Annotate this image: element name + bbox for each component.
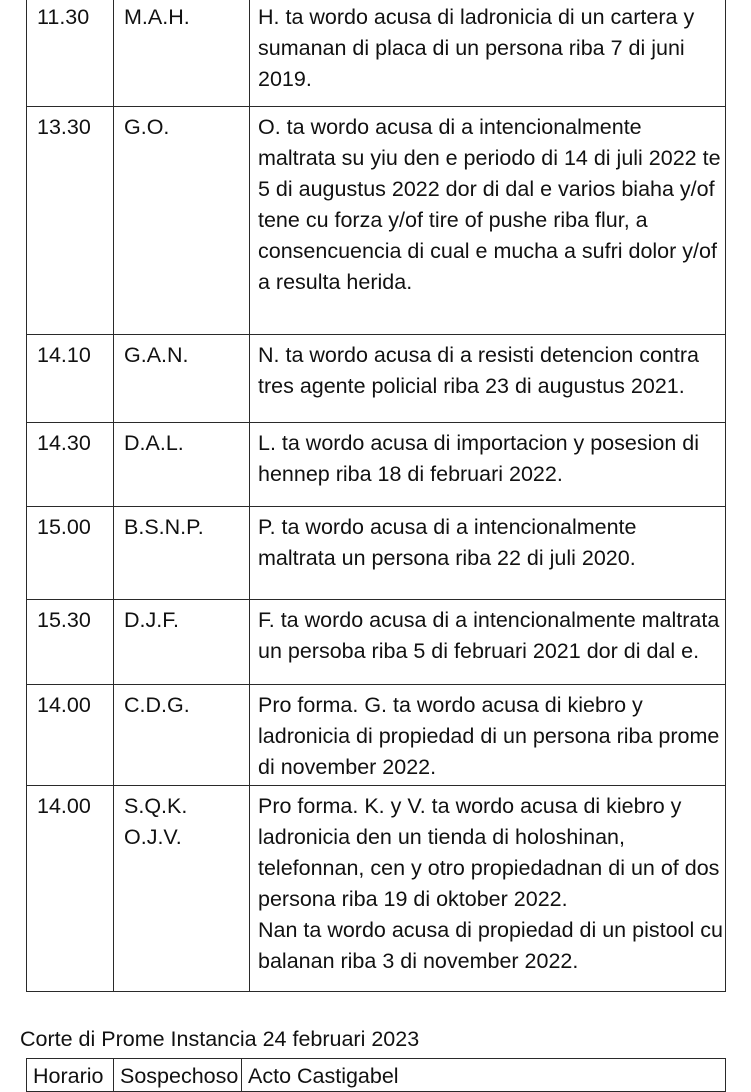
row-suspects: [114, 685, 250, 786]
schedule-row: [27, 600, 726, 685]
row-offense: [250, 335, 726, 423]
offense-line: balanan riba 3 di november 2022.: [258, 949, 579, 973]
row-offense: [250, 107, 726, 335]
row-offense: [250, 786, 726, 992]
row-suspects: [114, 107, 250, 335]
row-offense: [250, 600, 726, 685]
row-time: 15.00: [27, 507, 114, 600]
offense-line: Pro forma. G. ta wordo acusa di kiebro y: [258, 693, 643, 717]
offense-line: H. ta wordo acusa di ladronicia di un cartera y: [258, 5, 695, 29]
suspect-initials: S.Q.K.: [124, 794, 188, 818]
offense-line: ladronicia den un tienda di holoshinan,: [258, 825, 625, 849]
row-time: 14.00: [27, 685, 114, 786]
offense-line: di november 2022.: [258, 755, 437, 779]
header-row: [27, 1059, 726, 1092]
schedule-row: [27, 507, 726, 600]
row-offense: [250, 685, 726, 786]
suspect-initials: O.J.V.: [124, 825, 182, 849]
row-offense: [250, 0, 726, 107]
suspect-initials: B.S.N.P.: [124, 515, 204, 539]
row-time: 14.00: [27, 786, 114, 992]
offense-line: P. ta wordo acusa di a intencionalmente: [258, 515, 637, 539]
offense-line: F. ta wordo acusa di a intencionalmente maltrata: [258, 608, 720, 632]
row-suspects: [114, 600, 250, 685]
schedule-body: [27, 0, 726, 992]
row-suspects: [114, 0, 250, 107]
row-suspects: [114, 507, 250, 600]
row-suspects: [114, 335, 250, 423]
offense-line: persona riba 19 di oktober 2022.: [258, 887, 568, 911]
header-sospechoso: Sospechoso: [114, 1059, 242, 1092]
suspect-initials: C.D.G.: [124, 693, 190, 717]
row-offense: [250, 423, 726, 507]
offense-line: ladronicia di propiedad di un persona riba prome: [258, 724, 720, 748]
offense-line: telefonnan, cen y otro propiedadnan di un of dos: [258, 856, 720, 880]
row-suspects: [114, 786, 250, 992]
row-time: 14.30: [27, 423, 114, 507]
offense-line: maltrata un persona riba 22 di juli 2020.: [258, 546, 636, 570]
schedule-table: [26, 0, 726, 992]
next-schedule-header: [26, 1058, 726, 1092]
row-time: 15.30: [27, 600, 114, 685]
header-horario: Horario: [27, 1059, 114, 1092]
offense-line: 5 di augustus 2022 dor di dal e varios biaha y/of: [258, 177, 715, 201]
schedule-row: [27, 685, 726, 786]
row-suspects: [114, 423, 250, 507]
schedule-row: [27, 335, 726, 423]
schedule-row: [27, 786, 726, 992]
offense-line: Nan ta wordo acusa di propiedad di un pistool cu: [258, 918, 723, 942]
header-acto: Acto Castigabel: [242, 1059, 726, 1092]
court-session-caption: Corte di Prome Instancia 24 februari 2023: [20, 1027, 420, 1051]
offense-line: hennep riba 18 di februari 2022.: [258, 462, 563, 486]
offense-line: N. ta wordo acusa di a resisti detencion contra: [258, 343, 699, 367]
schedule-row: [27, 423, 726, 507]
suspect-initials: D.J.F.: [124, 608, 179, 632]
row-time: 14.10: [27, 335, 114, 423]
schedule-row: [27, 0, 726, 107]
offense-line: a resulta herida.: [258, 270, 413, 294]
offense-line: O. ta wordo acusa di a intencionalmente: [258, 115, 642, 139]
offense-line: tene cu forza y/of tire of pushe riba flur, a: [258, 208, 648, 232]
schedule-row: [27, 107, 726, 335]
offense-line: un persoba riba 5 di februari 2021 dor di dal e.: [258, 639, 700, 663]
offense-line: Pro forma. K. y V. ta wordo acusa di kiebro y: [258, 794, 682, 818]
row-time: 13.30: [27, 107, 114, 335]
offense-line: maltrata su yiu den e periodo di 14 di juli 2022 te: [258, 146, 721, 170]
offense-line: 2019.: [258, 67, 312, 91]
suspect-initials: G.O.: [124, 115, 170, 139]
offense-line: sumanan di placa di un persona riba 7 di juni: [258, 36, 685, 60]
offense-line: consencuencia di cual e mucha a sufri dolor y/of: [258, 239, 717, 263]
offense-line: L. ta wordo acusa di importacion y posesion di: [258, 431, 699, 455]
suspect-initials: M.A.H.: [124, 5, 190, 29]
row-offense: [250, 507, 726, 600]
row-time: 11.30: [27, 0, 114, 107]
offense-line: tres agente policial riba 23 di augustus 2021.: [258, 374, 685, 398]
suspect-initials: D.A.L.: [124, 431, 184, 455]
suspect-initials: G.A.N.: [124, 343, 189, 367]
